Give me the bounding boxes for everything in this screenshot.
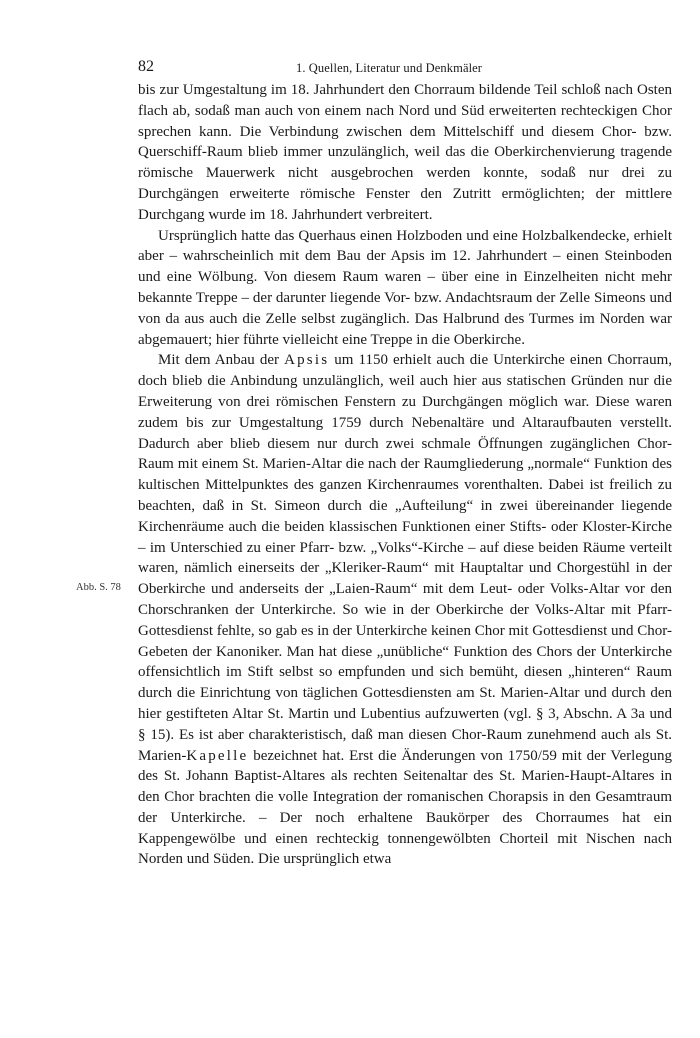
page-number: 82 (138, 58, 154, 75)
paragraph-3 (138, 350, 672, 870)
paragraph-3-part-3: bezeichnet hat. Erst die Änderungen von 1750/59 mit der Verlegung des St. Johann Baptist-Altares als rechten Seitenaltar des St. Marien-Haupt-Altares in den Chor brachten die volle Integration der romanischen Chorapsis in den Gesamtraum der Unterkirche. – Der noch erhaltene Baukörper des Chorraumes hat ein Kappengewölbe und einen rechteckig tonnengewölbten Chorteil mit Nischen nach Norden und Süden. Die ursprünglich etwa (138, 747, 672, 868)
paragraph-1: bis zur Umgestaltung im 18. Jahrhundert den Chorraum bildende Teil schloß nach Osten flach ab, sodaß man auch von einem nach Nord und Süd erweiterten rechteckigen Chor sprechen kann. Die Verbindung zwischen dem Mittelschiff und diesem Chor- bzw. Querschiff-Raum blieb immer unzulänglich, weil das die Oberkirchenvierung tragende römische Mauerwerk nicht ausgebrochen werden konnte, sodaß nur drei zu Durchgängen erweiterte römische Fenster den Zutritt ermöglichten; der mittlere Durchgang wurde im 18. Jahrhundert verbreitert. (138, 82, 672, 223)
paragraph-2: Ursprünglich hatte das Querhaus einen Holzboden und eine Holzbalkendecke, erhielt aber – wahrscheinlich mit dem Bau der Apsis im 12. Jahrhundert – einen Steinboden und eine Wölbung. Von diesem Raum waren – über eine in Einzelheiten nicht mehr bekannte Treppe – der darunter liegende Vor- bzw. Andachtsraum der Zelle Simeons und von da aus auch die Zelle selbst zugänglich. Das Halbrund des Turmes im Norden war abgemauert; hier führte vielleicht eine Treppe in die Oberkirche. (138, 227, 672, 348)
running-title: 1. Quellen, Literatur und Denkmäler (296, 61, 483, 75)
term-kapelle: Kapelle (186, 747, 249, 764)
paragraph-3-part-1: Mit dem Anbau der (158, 352, 285, 369)
paragraph-3-part-2: um 1150 erhielt auch die Unterkirche einen Chorraum, doch blieb die Anbindung unzulänglich, weil auch hier aus statischen Gründen nur die Erweiterung von drei römischen Fenstern zu Durchgängen möglich war. Diese waren zudem bis zur Umgestaltung 1759 durch Nebenaltäre und Altaraufbauten verstellt. Dadurch aber blieb diesem nur durch zwei schmale Öffnungen zugänglichen Chor-Raum mit einem St. Marien-Altar die nach der Raumgliederung „normale“ Funktion des kultischen Mittelpunktes des ganzen Kirchenraumes vorenthalten. Dabei ist freilich zu beachten, daß in St. Simeon durch die „Aufteilung“ in zwei übereinander liegende Kirchenräume auch die beiden klassischen Funktionen einer Stifts- oder Kloster-Kirche – im Unterschied zu einer Pfarr- bzw. „Volks“-Kirche – auf diese beiden Räume verteilt waren, nämlich einerseits der „Kleriker-Raum“ mit Hauptaltar und Chorgestühl in der Oberkirche und anderseits der „Laien-Raum“ mit dem Leut- oder Volks-Altar vor den Chorschranken der Unterkirche. So wie in der Oberkirche der Volks-Altar mit Pfarr-Gottesdienst fehlte, so gab es in der Unterkirche keinen Chor mit Gottesdienst und Chor-Gebeten der Kanoniker. Man hat diese „unübliche“ Funktion des Chors der Unterkirche offensichtlich im Stift selbst so empfunden und sich bemüht, diesen „hinteren“ Raum durch die Einrichtung von täglichen Gottesdiensten am St. Marien-Altar und durch den hier gestifteten Altar St. Martin und Lubentius aufzuwerten (vgl. § 3, Abschn. A 3a und § 15). Es ist aber charakteristisch, daß man diesen Chor-Raum zunehmend auch als St. Marien- (138, 352, 672, 764)
term-apsis: Apsis (284, 352, 330, 369)
body-text (138, 80, 672, 870)
margin-note-figure-reference: Abb. S. 78 (76, 582, 121, 593)
